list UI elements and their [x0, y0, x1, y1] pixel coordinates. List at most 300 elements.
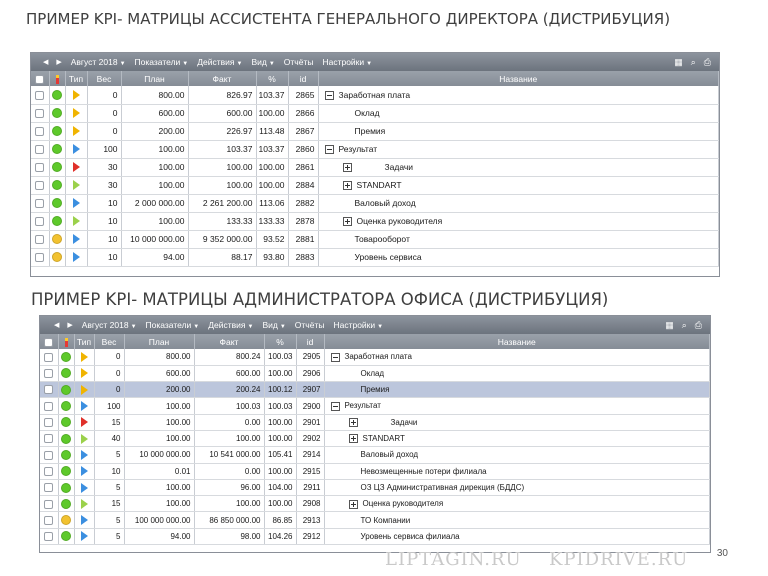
status-dot-icon	[52, 162, 62, 172]
status-dot-icon	[52, 216, 62, 226]
id-header[interactable]: id	[296, 334, 324, 349]
name-cell	[318, 158, 719, 176]
status-dot-icon	[61, 515, 71, 525]
row-checkbox[interactable]	[44, 418, 53, 427]
type-triangle-icon	[81, 483, 88, 493]
type-triangle-icon	[81, 450, 88, 460]
pct-cell: 105.41	[264, 447, 296, 463]
status-header-icon	[56, 75, 59, 84]
fact-cell: 600.00	[194, 365, 264, 381]
indicator-name: Заработная плата	[338, 89, 411, 100]
status-dot-icon	[61, 352, 71, 362]
pct-cell: 100.00	[264, 430, 296, 446]
indicator-name: STANDART	[356, 179, 402, 190]
row-select-cell[interactable]	[31, 158, 49, 176]
pct-header[interactable]: %	[264, 334, 296, 349]
plan-cell: 200.00	[121, 122, 188, 140]
fact-cell: 86 850 000.00	[194, 512, 264, 528]
table-row[interactable]	[31, 86, 719, 104]
menu-settings[interactable]: Настройки ▼	[333, 320, 384, 330]
toolbar	[31, 53, 719, 71]
row-select-cell[interactable]	[31, 86, 49, 104]
id-cell: 2900	[296, 398, 324, 414]
name-cell	[324, 479, 710, 495]
status-dot-icon	[61, 401, 71, 411]
type-header[interactable]: Тип	[74, 334, 94, 349]
weight-header[interactable]: Вес	[94, 334, 124, 349]
type-cell	[65, 248, 87, 266]
id-cell: 2915	[296, 463, 324, 479]
status-cell	[58, 447, 74, 463]
table-row[interactable]	[40, 398, 710, 414]
plan-cell: 100.00	[121, 212, 188, 230]
row-select-cell[interactable]	[40, 398, 58, 414]
status-dot-icon	[61, 417, 71, 427]
status-dot-icon	[52, 252, 62, 262]
row-checkbox[interactable]	[35, 181, 44, 190]
row-checkbox[interactable]	[44, 516, 53, 525]
type-triangle-icon	[81, 466, 88, 476]
status-cell	[49, 194, 65, 212]
indicator-name: Оценка руководителя	[356, 215, 443, 226]
pct-cell: 86.85	[264, 512, 296, 528]
type-cell	[74, 382, 94, 398]
id-cell: 2914	[296, 447, 324, 463]
fact-cell: 600.00	[188, 104, 256, 122]
expand-icon[interactable]	[349, 418, 358, 427]
name-cell	[324, 382, 710, 398]
type-triangle-icon	[73, 90, 80, 100]
weight-cell: 0	[94, 349, 124, 365]
menu-actions[interactable]: Действия ▼	[208, 320, 254, 330]
table-row[interactable]	[40, 447, 710, 463]
pct-cell: 113.06	[256, 194, 288, 212]
plan-cell: 100 000 000.00	[124, 512, 194, 528]
row-checkbox[interactable]	[44, 434, 53, 443]
weight-cell: 40	[94, 430, 124, 446]
status-dot-icon	[61, 466, 71, 476]
row-checkbox[interactable]	[44, 500, 53, 509]
period-nav-arrows[interactable]: ◀ ▶	[43, 59, 65, 66]
table-row[interactable]	[40, 430, 710, 446]
name-cell	[318, 122, 719, 140]
table-row[interactable]	[31, 212, 719, 230]
row-select-cell[interactable]	[31, 248, 49, 266]
fact-cell: 800.24	[194, 349, 264, 365]
type-header[interactable]: Тип	[65, 71, 87, 86]
pct-cell: 100.12	[264, 382, 296, 398]
plan-header[interactable]: План	[121, 71, 188, 86]
row-select-cell[interactable]	[40, 479, 58, 495]
status-dot-icon	[52, 90, 62, 100]
row-select-cell[interactable]	[31, 140, 49, 158]
id-cell: 2867	[288, 122, 318, 140]
name-cell	[324, 496, 710, 512]
period-dropdown[interactable]: Август 2018 ▼	[70, 57, 126, 67]
expand-icon[interactable]	[343, 217, 352, 226]
status-dot-icon	[52, 144, 62, 154]
fact-cell: 98.00	[194, 528, 264, 544]
id-cell: 2905	[296, 349, 324, 365]
collapse-icon[interactable]	[325, 91, 334, 100]
status-cell	[49, 122, 65, 140]
table-row[interactable]	[31, 158, 719, 176]
select-all-checkbox[interactable]	[44, 338, 53, 347]
id-cell: 2883	[288, 248, 318, 266]
status-cell	[49, 86, 65, 104]
row-checkbox[interactable]	[44, 402, 53, 411]
status-cell	[49, 212, 65, 230]
row-select-cell[interactable]	[31, 212, 49, 230]
fact-cell: 103.37	[188, 140, 256, 158]
indicator-name: Валовый доход	[360, 450, 419, 460]
kpi-table	[31, 71, 719, 267]
select-all-checkbox[interactable]	[35, 75, 44, 84]
id-cell: 2906	[296, 365, 324, 381]
row-select-cell[interactable]	[40, 430, 58, 446]
type-cell	[74, 463, 94, 479]
table-row[interactable]	[31, 122, 719, 140]
id-cell: 2865	[288, 86, 318, 104]
search-icon[interactable]: ⌕	[681, 319, 687, 330]
collapse-icon[interactable]	[331, 402, 340, 411]
status-cell	[49, 140, 65, 158]
weight-cell: 10	[87, 212, 121, 230]
indicator-name: Невозмещенные потери филиала	[360, 466, 487, 476]
row-checkbox[interactable]	[35, 91, 44, 100]
weight-cell: 0	[87, 122, 121, 140]
id-cell: 2861	[288, 158, 318, 176]
status-cell	[58, 414, 74, 430]
weight-cell: 0	[94, 382, 124, 398]
id-cell: 2912	[296, 528, 324, 544]
plan-cell: 94.00	[121, 248, 188, 266]
row-checkbox[interactable]	[44, 353, 53, 362]
id-cell: 2901	[296, 414, 324, 430]
indicator-name: Товарооборот	[354, 234, 410, 244]
indicator-name: Премия	[354, 126, 386, 136]
row-checkbox[interactable]	[44, 483, 53, 492]
weight-cell: 100	[87, 140, 121, 158]
name-cell	[324, 447, 710, 463]
plan-cell: 100.00	[124, 479, 194, 495]
row-checkbox[interactable]	[44, 385, 53, 394]
row-select-cell[interactable]	[31, 230, 49, 248]
status-dot-icon	[61, 499, 71, 509]
kpi-matrix-office-admin	[39, 315, 711, 553]
print-icon[interactable]: ⎙	[694, 319, 702, 330]
row-select-cell[interactable]	[31, 104, 49, 122]
fact-header[interactable]: Факт	[188, 71, 256, 86]
id-header[interactable]: id	[288, 71, 318, 86]
type-cell	[74, 496, 94, 512]
table-row[interactable]	[40, 365, 710, 381]
row-checkbox[interactable]	[44, 467, 53, 476]
weight-cell: 30	[87, 176, 121, 194]
indicator-name: ОЗ ЦЗ Административная дирекция (БДДС)	[360, 483, 525, 493]
row-checkbox[interactable]	[44, 532, 53, 541]
indicator-name: Заработная плата	[344, 352, 412, 362]
type-cell	[65, 140, 87, 158]
name-cell	[324, 414, 710, 430]
table-row[interactable]	[40, 528, 710, 544]
status-dot-icon	[61, 450, 71, 460]
weight-cell: 5	[94, 447, 124, 463]
fact-header[interactable]: Факт	[194, 334, 264, 349]
plan-cell: 2 000 000.00	[121, 194, 188, 212]
type-cell	[74, 398, 94, 414]
grid-icon[interactable]: ▦	[665, 319, 674, 330]
status-cell	[58, 479, 74, 495]
fact-cell: 100.00	[194, 496, 264, 512]
type-cell	[74, 528, 94, 544]
row-select-cell[interactable]	[31, 176, 49, 194]
plan-cell: 100.00	[124, 414, 194, 430]
table1-body	[31, 86, 719, 266]
type-triangle-icon	[81, 352, 88, 362]
print-icon[interactable]: ⎙	[703, 56, 711, 67]
pct-header[interactable]: %	[256, 71, 288, 86]
row-checkbox[interactable]	[44, 451, 53, 460]
table-row[interactable]	[31, 248, 719, 266]
plan-cell: 0.01	[124, 463, 194, 479]
type-cell	[74, 447, 94, 463]
table-row[interactable]	[31, 176, 719, 194]
search-icon[interactable]: ⌕	[690, 56, 696, 67]
pct-cell: 100.00	[256, 104, 288, 122]
pct-cell: 100.03	[264, 349, 296, 365]
period-nav-arrows[interactable]: ◀ ▶	[54, 322, 76, 329]
collapse-icon[interactable]	[331, 353, 340, 362]
collapse-icon[interactable]	[325, 145, 334, 154]
menu-settings[interactable]: Настройки ▼	[322, 57, 373, 67]
indicator-name: Оценка руководителя	[362, 499, 444, 509]
table2-body	[40, 349, 710, 545]
weight-cell: 5	[94, 479, 124, 495]
id-cell: 2911	[296, 479, 324, 495]
menu-reports[interactable]	[284, 57, 314, 67]
menu-reports[interactable]	[295, 320, 325, 330]
name-header[interactable]: Название	[318, 71, 719, 86]
pct-cell: 100.00	[264, 365, 296, 381]
menu-label: Показатели	[145, 320, 192, 330]
table-row[interactable]	[31, 230, 719, 248]
fact-cell: 0.00	[194, 463, 264, 479]
expand-icon[interactable]	[349, 434, 358, 443]
fact-cell: 100.03	[194, 398, 264, 414]
id-cell: 2860	[288, 140, 318, 158]
name-cell	[318, 230, 719, 248]
status-dot-icon	[61, 531, 71, 541]
menu-label: Отчёты	[283, 57, 314, 67]
name-cell	[318, 212, 719, 230]
row-checkbox[interactable]	[35, 217, 44, 226]
expand-icon[interactable]	[343, 163, 352, 172]
type-cell	[74, 349, 94, 365]
status-cell	[49, 230, 65, 248]
pct-cell: 100.00	[264, 463, 296, 479]
status-dot-icon	[52, 126, 62, 136]
table-row[interactable]	[40, 496, 710, 512]
fact-cell: 200.24	[194, 382, 264, 398]
row-checkbox[interactable]	[44, 369, 53, 378]
table-row[interactable]	[40, 479, 710, 495]
weight-cell: 10	[87, 248, 121, 266]
menu-label: Действия	[197, 57, 235, 67]
plan-header[interactable]: План	[124, 334, 194, 349]
status-dot-icon	[61, 483, 71, 493]
weight-cell: 30	[87, 158, 121, 176]
menu-indicators[interactable]: Показатели ▼	[134, 57, 189, 67]
table-row[interactable]	[31, 140, 719, 158]
status-cell	[49, 104, 65, 122]
table-row[interactable]	[40, 463, 710, 479]
row-select-cell[interactable]	[31, 122, 49, 140]
menu-indicators[interactable]: Показатели ▼	[145, 320, 200, 330]
row-checkbox[interactable]	[35, 163, 44, 172]
status-cell	[58, 528, 74, 544]
row-checkbox[interactable]	[35, 235, 44, 244]
row-checkbox[interactable]	[35, 127, 44, 136]
weight-cell: 15	[94, 496, 124, 512]
select-all-header[interactable]	[40, 334, 58, 349]
pct-cell: 103.37	[256, 86, 288, 104]
type-triangle-icon	[81, 417, 88, 427]
table-row[interactable]	[40, 414, 710, 430]
table-row[interactable]	[40, 349, 710, 365]
row-select-cell[interactable]	[40, 512, 58, 528]
fact-cell: 100.00	[188, 176, 256, 194]
menu-label: Действия	[208, 320, 246, 330]
type-cell	[65, 122, 87, 140]
row-checkbox[interactable]	[35, 199, 44, 208]
period-dropdown[interactable]: Август 2018 ▼	[81, 320, 137, 330]
menu-label: Настройки	[333, 320, 376, 330]
type-cell	[74, 430, 94, 446]
menu-label: Вид	[251, 57, 267, 67]
row-checkbox[interactable]	[35, 109, 44, 118]
pct-cell: 100.00	[256, 158, 288, 176]
weight-cell: 5	[94, 528, 124, 544]
plan-cell: 100.00	[121, 140, 188, 158]
weight-header[interactable]: Вес	[87, 71, 121, 86]
indicator-name: Результат	[344, 401, 381, 411]
plan-cell: 94.00	[124, 528, 194, 544]
grid-icon[interactable]: ▦	[674, 56, 683, 67]
row-checkbox[interactable]	[35, 145, 44, 154]
type-triangle-icon	[73, 126, 80, 136]
pct-cell: 100.03	[264, 398, 296, 414]
weight-cell: 10	[87, 194, 121, 212]
type-cell	[74, 479, 94, 495]
select-all-header[interactable]	[31, 71, 49, 86]
type-cell	[65, 176, 87, 194]
pct-cell: 93.80	[256, 248, 288, 266]
row-select-cell[interactable]	[40, 447, 58, 463]
row-checkbox[interactable]	[35, 253, 44, 262]
fact-cell: 9 352 000.00	[188, 230, 256, 248]
table-row[interactable]	[31, 194, 719, 212]
pct-cell: 113.48	[256, 122, 288, 140]
name-cell	[318, 248, 719, 266]
status-cell	[58, 382, 74, 398]
menu-view[interactable]: Вид ▼	[251, 57, 275, 67]
name-cell	[318, 140, 719, 158]
row-select-cell[interactable]	[40, 414, 58, 430]
table-row[interactable]	[31, 104, 719, 122]
status-dot-icon	[52, 198, 62, 208]
type-triangle-icon	[73, 180, 80, 190]
expand-icon[interactable]	[349, 500, 358, 509]
watermark-liptagin: LIPTAGIN.RU	[385, 549, 522, 570]
plan-cell: 200.00	[124, 382, 194, 398]
row-select-cell[interactable]	[40, 382, 58, 398]
menu-view[interactable]: Вид ▼	[262, 320, 286, 330]
row-select-cell[interactable]	[40, 349, 58, 365]
status-header	[49, 71, 65, 86]
name-header[interactable]: Название	[324, 334, 710, 349]
indicator-name: STANDART	[362, 433, 405, 443]
fact-cell: 10 541 000.00	[194, 447, 264, 463]
fact-cell: 0.00	[194, 414, 264, 430]
plan-cell: 10 000 000.00	[124, 447, 194, 463]
period-label: Август 2018	[70, 57, 118, 67]
pct-cell: 104.00	[264, 479, 296, 495]
plan-cell: 100.00	[121, 176, 188, 194]
row-select-cell[interactable]	[40, 496, 58, 512]
type-triangle-icon	[81, 434, 88, 444]
weight-cell: 0	[87, 104, 121, 122]
fact-cell: 133.33	[188, 212, 256, 230]
type-cell	[74, 365, 94, 381]
menu-label: Настройки	[322, 57, 365, 67]
type-cell	[65, 212, 87, 230]
id-cell: 2908	[296, 496, 324, 512]
name-cell	[318, 86, 719, 104]
status-cell	[58, 349, 74, 365]
status-dot-icon	[61, 385, 71, 395]
type-triangle-icon	[81, 368, 88, 378]
row-select-cell[interactable]	[40, 365, 58, 381]
indicator-name: Задачи	[390, 417, 418, 427]
indicator-name: ТО Компании	[360, 515, 411, 525]
pct-cell: 100.00	[264, 496, 296, 512]
indicator-name: Уровень сервиса	[354, 252, 422, 262]
expand-icon[interactable]	[343, 181, 352, 190]
status-dot-icon	[52, 108, 62, 118]
row-select-cell[interactable]	[40, 463, 58, 479]
menu-actions[interactable]: Действия ▼	[197, 57, 243, 67]
type-triangle-icon	[81, 515, 88, 525]
row-select-cell[interactable]	[40, 528, 58, 544]
name-cell	[324, 463, 710, 479]
menu-label: Отчёты	[294, 320, 325, 330]
table-row[interactable]	[40, 512, 710, 528]
fact-cell: 88.17	[188, 248, 256, 266]
status-cell	[58, 512, 74, 528]
id-cell: 2881	[288, 230, 318, 248]
pct-cell: 133.33	[256, 212, 288, 230]
plan-cell: 100.00	[124, 430, 194, 446]
status-cell	[58, 496, 74, 512]
plan-cell: 800.00	[121, 86, 188, 104]
indicator-name: Премия	[360, 385, 390, 395]
table-row[interactable]	[40, 382, 710, 398]
plan-cell: 600.00	[121, 104, 188, 122]
plan-cell: 800.00	[124, 349, 194, 365]
type-triangle-icon	[73, 144, 80, 154]
row-select-cell[interactable]	[31, 194, 49, 212]
